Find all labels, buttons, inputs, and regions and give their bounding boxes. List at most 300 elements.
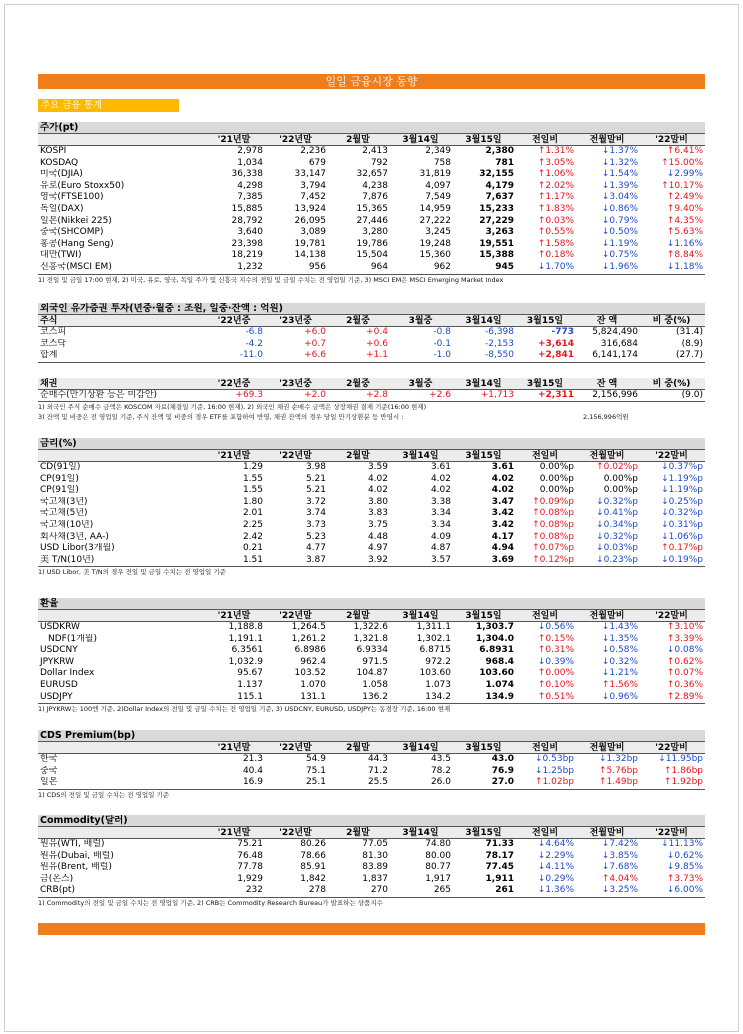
value-cell: 3.42 — [491, 508, 514, 519]
value-cell: ↑15.00% — [661, 157, 703, 168]
section-heading: 외국인 유가증권 투자(년중·월중 : 조원, 일중·잔액 : 억원) — [38, 303, 705, 315]
footnote: 1) 전일 및 금일 17:00 현재, 2) 미국, 유로, 영국, 독일 주가 및 신흥국 지수의 전일 및 금일 수치는 전 영업일 기준, 3) MSCI EM은 MSCI Emerging Market Index — [38, 274, 705, 285]
column-header: '22년중 — [217, 316, 251, 326]
value-cell: ↑0.07%p — [532, 543, 574, 554]
table-row — [38, 885, 705, 897]
table-row — [38, 874, 705, 886]
value-cell: ↓1.25bp — [534, 765, 574, 776]
table-row — [38, 327, 705, 339]
table-row — [38, 192, 705, 204]
value-cell: 6.9334 — [356, 645, 388, 656]
value-cell: 4.97 — [367, 543, 388, 554]
value-cell: ↑0.08%p — [532, 519, 574, 530]
value-cell: 16.9 — [242, 777, 263, 788]
value-cell: ↓0.75% — [601, 250, 638, 261]
value-cell: 4.02 — [367, 485, 388, 496]
value-cell: +2.8 — [366, 389, 388, 400]
row-label: 합계 — [40, 350, 58, 361]
value-cell: 19,248 — [419, 238, 451, 249]
value-cell: 1.137 — [237, 679, 263, 690]
value-cell: ↑0.07% — [666, 668, 703, 679]
value-cell: 3,640 — [237, 227, 263, 238]
value-cell: 7,549 — [425, 192, 451, 203]
page-title: 일일 금융시장 동향 — [38, 74, 705, 89]
value-cell: 4,097 — [425, 180, 451, 191]
value-cell: 76.48 — [237, 850, 263, 861]
value-cell: 962.4 — [300, 656, 326, 667]
value-cell: ↓0.29% — [537, 873, 574, 884]
value-cell: 134.2 — [425, 691, 451, 702]
value-cell: 6.8931 — [479, 645, 514, 656]
value-cell: ↓1.39% — [601, 180, 638, 191]
value-cell: 261 — [495, 885, 514, 896]
table-row — [38, 204, 705, 216]
value-cell: 0.00%p — [603, 473, 638, 484]
table-row — [38, 239, 705, 251]
value-cell: ↑0.51% — [537, 691, 574, 702]
value-cell: ↑1.58% — [537, 238, 574, 249]
value-cell: ↑0.00% — [537, 668, 574, 679]
value-cell: ↑0.09%p — [532, 496, 574, 507]
value-cell: ↓1.37% — [601, 146, 638, 156]
value-cell: 3.69 — [491, 554, 514, 565]
column-header: 3월15일 — [465, 743, 502, 753]
value-cell: 3.75 — [367, 519, 388, 530]
row-label: 한국 — [40, 754, 58, 764]
value-cell: 956 — [308, 261, 326, 272]
column-header: 3월15일 — [465, 828, 502, 838]
value-cell: ↓11.95bp — [658, 754, 703, 764]
value-cell: 0.00%p — [539, 485, 574, 496]
column-header: 잔 액 — [596, 316, 618, 326]
column-header: 2월말 — [346, 828, 370, 838]
row-label: KOSDAQ — [40, 157, 79, 168]
value-cell: ↑1.06% — [537, 169, 574, 180]
value-cell: 4.02 — [430, 473, 451, 484]
column-header: 전일비 — [531, 611, 559, 621]
table-row — [38, 692, 705, 704]
value-cell: ↓0.32% — [601, 656, 638, 667]
section-heading: 주가(pt) — [38, 122, 705, 134]
value-cell: ↓0.31%p — [661, 519, 703, 530]
value-cell: ↑10.17% — [661, 180, 703, 191]
row-label: KOSPI — [40, 146, 67, 156]
value-cell: 77.78 — [237, 862, 263, 873]
value-cell: 15,388 — [479, 250, 514, 261]
section-heading: Commodity(달러) — [38, 815, 705, 827]
value-cell: 2.25 — [242, 519, 263, 530]
row-label: 국고채(5년) — [40, 508, 88, 519]
row-label: 코스피 — [40, 327, 67, 337]
value-cell: 78.66 — [300, 850, 326, 861]
value-cell: 71.2 — [367, 765, 388, 776]
value-cell: ↑0.02%p — [596, 462, 638, 472]
value-cell: 104.87 — [356, 668, 388, 679]
value-cell: ↓3.04% — [601, 192, 638, 203]
value-cell: 4.94 — [491, 543, 514, 554]
column-header: 3월14일 — [402, 743, 439, 753]
value-cell: ↓0.25%p — [661, 496, 703, 507]
row-label: 국고채(3년) — [40, 496, 88, 507]
value-cell: 3.73 — [305, 519, 326, 530]
table-row — [38, 508, 705, 520]
value-cell: 115.1 — [237, 691, 263, 702]
value-cell: -1.0 — [433, 350, 451, 361]
column-header: 3월14일 — [465, 378, 502, 389]
value-cell: 6.8986 — [294, 645, 326, 656]
value-cell: ↓1.16% — [666, 238, 703, 249]
value-cell: 4.02 — [430, 485, 451, 496]
value-cell: ↑0.17%p — [661, 543, 703, 554]
value-cell: ↑9.40% — [666, 203, 703, 214]
column-header: '21년말 — [217, 135, 251, 145]
value-cell: 1,191.1 — [228, 633, 263, 644]
section-heading: 금리(%) — [38, 438, 705, 450]
value-cell: 1,302.1 — [416, 633, 451, 644]
value-cell: +2,311 — [537, 389, 574, 400]
table-header-row — [38, 315, 705, 327]
interest-rate-section — [38, 438, 705, 577]
table-row — [38, 339, 705, 351]
column-header: 전월말비 — [589, 451, 625, 461]
value-cell: ↓0.03%p — [596, 543, 638, 554]
table-row — [38, 777, 705, 789]
value-cell: ↑0.55% — [537, 227, 574, 238]
value-cell: 278 — [308, 885, 326, 896]
column-header: 전월말비 — [589, 611, 625, 621]
value-cell: (27.7) — [675, 350, 703, 361]
value-cell: ↓0.32%p — [596, 531, 638, 542]
value-cell: (31.4) — [675, 327, 703, 337]
value-cell: 71.33 — [485, 839, 514, 849]
column-header: 비 중(%) — [652, 316, 691, 326]
value-cell: 80.26 — [300, 839, 326, 849]
table-row — [38, 474, 705, 486]
value-cell: 1.073 — [425, 679, 451, 690]
value-cell: 25.5 — [367, 777, 388, 788]
value-cell: ↑6.41% — [666, 146, 703, 156]
column-header: '22년말 — [279, 611, 312, 621]
value-cell: ↑3.10% — [666, 622, 703, 632]
column-header — [38, 610, 205, 621]
row-label: 유로(Euro Stoxx50) — [40, 180, 125, 191]
value-cell: 3.61 — [491, 462, 514, 472]
value-cell: ↑0.03% — [537, 215, 574, 226]
value-cell: 7,876 — [362, 192, 388, 203]
footnote-text: 3) 잔액 및 비중은 전 영업일 기준, 주식 잔액 및 비중의 경우 ETF를 포함하여 반영, 채권 잔액의 경우 당일 만기상환분 등 반영시 : — [38, 413, 404, 422]
value-cell: ↓9.85% — [666, 862, 703, 873]
section-heading: CDS Premium(bp) — [38, 730, 705, 742]
row-label: Dollar Index — [40, 668, 95, 679]
value-cell: 4,238 — [362, 180, 388, 191]
value-cell: 232 — [245, 885, 263, 896]
value-cell: 74.80 — [425, 839, 451, 849]
column-header: '22말비 — [655, 828, 688, 838]
value-cell: 3.80 — [367, 496, 388, 507]
footnote: 1) CDS의 전일 및 금일 수치는 전 영업일 기준 — [38, 789, 705, 800]
value-cell: 968.4 — [485, 656, 514, 667]
value-cell: 1.51 — [242, 554, 263, 565]
value-cell: 15,360 — [419, 250, 451, 261]
value-cell: ↓0.41%p — [596, 508, 638, 519]
value-cell: ↑0.62% — [666, 656, 703, 667]
value-cell: +1,713 — [480, 389, 514, 400]
value-cell: 4.48 — [367, 531, 388, 542]
footnote-value: 2,156,996억원 — [583, 413, 629, 422]
column-header: 3월15일 — [465, 451, 502, 461]
value-cell: 2.42 — [242, 531, 263, 542]
table-row — [38, 851, 705, 863]
value-cell: 1,322.6 — [353, 622, 388, 632]
value-cell: ↑1.92bp — [663, 777, 703, 788]
value-cell: +1.1 — [366, 350, 388, 361]
column-header: '22말비 — [655, 135, 688, 145]
value-cell: 131.1 — [300, 691, 326, 702]
value-cell: ↓0.53bp — [534, 754, 574, 764]
value-cell: 103.52 — [294, 668, 326, 679]
table-row — [38, 497, 705, 509]
table-header-row — [38, 610, 705, 622]
value-cell: 265 — [433, 885, 451, 896]
value-cell: ↓4.64% — [537, 839, 574, 849]
row-label: CRB(pt) — [40, 885, 75, 896]
column-header: 채권 — [40, 378, 58, 389]
table-row — [38, 250, 705, 262]
footnote-balance — [38, 412, 705, 422]
value-cell: (8.9) — [681, 338, 703, 349]
value-cell: ↓2.29% — [537, 850, 574, 861]
row-label: 일본(Nikkei 225) — [40, 215, 112, 226]
footnote: 1) Commodity의 전일 및 금일 수치는 전 영업일 기준, 2) CRB는 Commodity Research Bureau가 발표하는 상품지수 — [38, 897, 705, 908]
value-cell: 32,657 — [356, 169, 388, 180]
value-cell: 2,349 — [425, 146, 451, 156]
table-row — [38, 657, 705, 669]
stock-section — [38, 122, 705, 285]
value-cell: +69.3 — [235, 389, 263, 400]
value-cell: ↓1.19%p — [661, 485, 703, 496]
value-cell: 1.070 — [300, 679, 326, 690]
value-cell: ↓11.13% — [661, 839, 703, 849]
column-header: 2월중 — [346, 378, 370, 389]
row-label: 美 T/N(10년) — [40, 554, 95, 565]
value-cell: 1.058 — [362, 679, 388, 690]
value-cell: 2,413 — [362, 146, 388, 156]
section-heading: 환율 — [38, 598, 705, 610]
value-cell: 15,885 — [231, 203, 263, 214]
value-cell: 1,321.8 — [353, 633, 388, 644]
value-cell: ↓0.96% — [601, 691, 638, 702]
value-cell: 27,222 — [419, 215, 451, 226]
table-row — [38, 622, 705, 634]
value-cell: 3.34 — [430, 508, 451, 519]
footnote: 1) USD Libor, 美 T/N의 경우 전일 및 금일 수치는 전 영업일 기준 — [38, 566, 705, 577]
column-header: 전일비 — [531, 451, 559, 461]
column-header: 3월15일 — [465, 611, 502, 621]
row-label: JPYKRW — [40, 656, 75, 667]
value-cell: 1,304.0 — [475, 633, 514, 644]
value-cell: ↓1.32bp — [598, 754, 638, 764]
value-cell: ↑5.76bp — [598, 765, 638, 776]
table-row — [38, 485, 705, 497]
table-row — [38, 520, 705, 532]
value-cell: 0.00%p — [539, 462, 574, 472]
value-cell: 27,446 — [356, 215, 388, 226]
value-cell: +6.0 — [304, 327, 326, 337]
value-cell: 2,236 — [300, 146, 326, 156]
value-cell: 26.0 — [430, 777, 451, 788]
value-cell: 3,280 — [362, 227, 388, 238]
row-label: 코스닥 — [40, 338, 67, 349]
value-cell: 76.9 — [491, 765, 514, 776]
table-row — [38, 754, 705, 766]
value-cell: 25.1 — [305, 777, 326, 788]
value-cell: ↓1.54% — [601, 169, 638, 180]
value-cell: ↓0.23%p — [596, 554, 638, 565]
value-cell: 4.77 — [305, 543, 326, 554]
footnote: 1) 외국인 주식 순매수 금액은 KOSCOM 자료(체결일 기준, 16:00 현재), 2) 외국인 채권 순매수 금액은 상장채권 결제 기준(16:00 현재) — [38, 401, 705, 412]
value-cell: 15,504 — [356, 250, 388, 261]
column-header: 2월중 — [346, 316, 370, 326]
value-cell: 77.45 — [485, 862, 514, 873]
column-header: 2월말 — [346, 611, 370, 621]
value-cell: 1,929 — [237, 873, 263, 884]
row-label: 원유(WTI, 배럴) — [40, 839, 105, 849]
value-cell: 0.00%p — [603, 485, 638, 496]
value-cell: ↓0.37%p — [661, 462, 703, 472]
column-header — [38, 450, 205, 461]
value-cell: 962 — [433, 261, 451, 272]
table-header-row — [38, 742, 705, 754]
column-header: '21년말 — [217, 743, 251, 753]
value-cell: 21.3 — [242, 754, 263, 764]
value-cell: ↑1.02bp — [534, 777, 574, 788]
column-header: 비 중(%) — [652, 378, 691, 389]
value-cell: ↑3.05% — [537, 157, 574, 168]
cds-section — [38, 730, 705, 800]
value-cell: 1,911 — [485, 873, 514, 884]
value-cell: ↑4.35% — [666, 215, 703, 226]
row-label: EURUSD — [40, 679, 78, 690]
value-cell: 43.5 — [430, 754, 451, 764]
column-header: 3월중 — [408, 316, 433, 326]
row-label: 원유(Brent, 배럴) — [40, 862, 112, 873]
value-cell: ↑1.86bp — [663, 765, 703, 776]
value-cell: 4.09 — [430, 531, 451, 542]
row-label: NDF(1개월) — [48, 633, 97, 644]
value-cell: 1.29 — [242, 462, 263, 472]
value-cell: 4.02 — [491, 473, 514, 484]
value-cell: 4,179 — [485, 180, 514, 191]
row-label: USDJPY — [40, 691, 73, 702]
column-header: '22말비 — [655, 743, 688, 753]
value-cell: +0.4 — [366, 327, 388, 337]
value-cell: ↓0.32%p — [661, 508, 703, 519]
value-cell: 81.30 — [362, 850, 388, 861]
value-cell: ↓1.32% — [601, 157, 638, 168]
value-cell: 54.9 — [305, 754, 326, 764]
value-cell: 27.0 — [491, 777, 514, 788]
value-cell: 80.00 — [425, 850, 451, 861]
row-label: 신흥국(MSCI EM) — [40, 261, 112, 272]
value-cell: 4.02 — [367, 473, 388, 484]
value-cell: 18,219 — [231, 250, 263, 261]
value-cell: ↑1.31% — [537, 146, 574, 156]
value-cell: 78.17 — [485, 850, 514, 861]
value-cell: ↓0.50% — [601, 227, 638, 238]
column-header: 3월14일 — [465, 316, 502, 326]
column-header: 3월14일 — [402, 611, 439, 621]
row-label: 중국(SHCOMP) — [40, 227, 104, 238]
column-header: '22년말 — [279, 451, 312, 461]
value-cell: ↓1.35% — [601, 633, 638, 644]
value-cell: 7,637 — [485, 192, 514, 203]
value-cell: 28,792 — [231, 215, 263, 226]
value-cell: 3.83 — [367, 508, 388, 519]
value-cell: 2,380 — [485, 146, 514, 156]
commodity-section — [38, 815, 705, 908]
value-cell: 19,781 — [294, 238, 326, 249]
value-cell: -6.8 — [245, 327, 263, 337]
row-label: USDKRW — [40, 622, 80, 632]
table-row — [38, 169, 705, 181]
value-cell: 19,786 — [356, 238, 388, 249]
value-cell: ↓7.42% — [601, 839, 638, 849]
column-header: '22년말 — [279, 135, 312, 145]
value-cell: 134.9 — [485, 691, 514, 702]
column-header: 2월말 — [346, 451, 370, 461]
value-cell: +2.0 — [304, 389, 326, 400]
value-cell: ↓0.79% — [601, 215, 638, 226]
value-cell: 1,188.8 — [228, 622, 263, 632]
value-cell: ↓7.68% — [601, 862, 638, 873]
value-cell: 1.55 — [242, 485, 263, 496]
value-cell: 3.87 — [305, 554, 326, 565]
table-row — [38, 262, 705, 274]
value-cell: 1,264.5 — [291, 622, 326, 632]
value-cell: ↓1.06%p — [661, 531, 703, 542]
value-cell: 3,794 — [300, 180, 326, 191]
value-cell: 95.67 — [237, 668, 263, 679]
value-cell: +2,841 — [537, 350, 574, 361]
column-header: '22년말 — [279, 743, 312, 753]
value-cell: 14,959 — [419, 203, 451, 214]
section-subtitle: 주요 금융 통계 — [38, 99, 179, 112]
value-cell: 2,156,996 — [592, 389, 638, 400]
value-cell: ↓1.21% — [601, 668, 638, 679]
value-cell: ↑1.56% — [601, 679, 638, 690]
value-cell: ↑0.36% — [666, 679, 703, 690]
value-cell: 6.3561 — [231, 645, 263, 656]
value-cell: 15,365 — [356, 203, 388, 214]
value-cell: 32,155 — [479, 169, 514, 180]
value-cell: 679 — [308, 157, 326, 168]
column-header: '22말비 — [655, 451, 688, 461]
value-cell: ↓1.70% — [537, 261, 574, 272]
value-cell: 2.01 — [242, 508, 263, 519]
value-cell: 3.34 — [430, 519, 451, 530]
table-row — [38, 543, 705, 555]
value-cell: 78.2 — [430, 765, 451, 776]
column-header: 잔 액 — [596, 378, 618, 389]
table-row — [38, 146, 705, 158]
row-label: CP(91일) — [40, 473, 79, 484]
value-cell: 77.05 — [362, 839, 388, 849]
table-row — [38, 390, 705, 402]
value-cell: 3.72 — [305, 496, 326, 507]
value-cell: 781 — [495, 157, 514, 168]
column-header — [38, 134, 205, 145]
value-cell: ↑1.17% — [537, 192, 574, 203]
